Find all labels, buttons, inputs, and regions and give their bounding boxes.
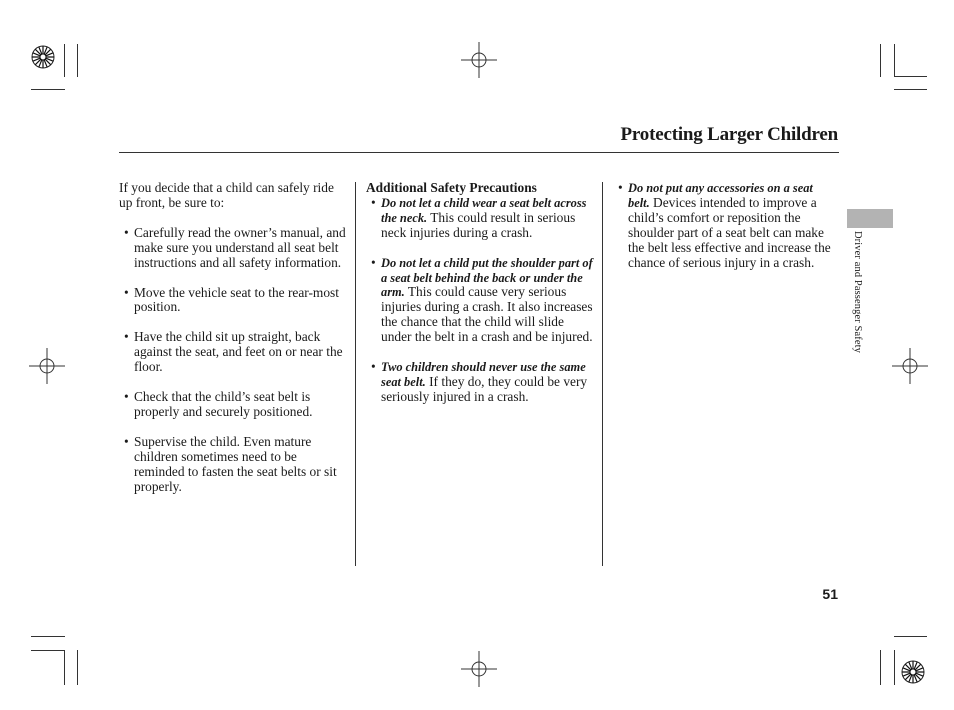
crop-mark [31, 89, 65, 90]
bullet-icon: • [124, 284, 129, 300]
column-divider [355, 182, 356, 566]
list-item-text: Have the child sit up straight, back against the seat, and feet on or near the floor. [134, 329, 343, 375]
column-3 [613, 181, 835, 270]
registration-mark-icon [461, 651, 497, 687]
crop-mark [894, 44, 895, 77]
bullet-icon: • [371, 194, 376, 210]
column-2 [366, 181, 594, 405]
column-1 [119, 181, 349, 495]
bullet-icon: • [124, 224, 129, 240]
list-item [119, 390, 349, 420]
list-item [119, 330, 349, 375]
intro-paragraph: If you decide that a child can safely ride up front, be sure to: [119, 180, 334, 210]
list-item-text: This could result in serious neck injuries during a crash. [381, 209, 576, 240]
column-divider [602, 182, 603, 566]
page-number: 51 [822, 586, 838, 602]
list-item-text: Move the vehicle seat to the rear-most position. [134, 284, 339, 315]
bullet-icon: • [124, 389, 129, 405]
crop-mark [894, 650, 895, 685]
crop-mark [894, 89, 927, 90]
crop-mark [31, 636, 65, 637]
list-item [119, 286, 349, 316]
registration-mark-icon [461, 42, 497, 78]
title-rule [119, 152, 839, 153]
crop-mark [77, 44, 78, 77]
bullet-icon: • [124, 329, 129, 345]
list-item [119, 435, 349, 495]
bullet-icon: • [371, 254, 376, 270]
starburst-mark-icon [901, 660, 925, 684]
starburst-mark-icon [31, 45, 55, 69]
crop-mark [880, 650, 881, 685]
warning-emphasis: Do not let a child wear a seat belt across the neck. [381, 195, 587, 225]
list-item-text: Devices intended to improve a child’s comfort or reposition the shoulder part of a seat belt can make the belt less effective and increase the chance of serious injury in a crash. [628, 194, 831, 270]
crop-mark [77, 650, 78, 685]
crop-mark [880, 44, 881, 77]
registration-mark-icon [892, 348, 928, 384]
crop-mark [894, 636, 927, 637]
bullet-icon: • [124, 433, 129, 449]
crop-mark [894, 76, 927, 77]
warning-emphasis: Do not put any accessories on a seat belt. [628, 181, 813, 210]
crop-mark [64, 44, 65, 77]
list-item-text: This could cause very serious injuries during a crash. It also increases the chance that the child will slide under the belt in a crash and be injured. [381, 284, 593, 345]
warning-emphasis: Two children should never use the same seat belt. [381, 360, 586, 389]
list-item [366, 196, 594, 241]
warning-emphasis: Do not let a child put the shoulder part of a seat belt behind the back or under the arm. [381, 255, 593, 300]
registration-mark-icon [29, 348, 65, 384]
bullet-icon: • [371, 359, 376, 375]
bullet-icon: • [618, 180, 623, 195]
crop-mark [64, 650, 65, 685]
list-item [613, 181, 835, 270]
list-item-text: Supervise the child. Even mature children sometimes need to be reminded to fasten the seat belts or sit properly. [134, 433, 337, 494]
section-tab-label: Driver and Passenger Safety [852, 231, 863, 353]
section-heading: Additional Safety Precautions [366, 180, 537, 195]
list-item [366, 360, 594, 405]
crop-mark [31, 650, 65, 651]
list-item [366, 256, 594, 345]
section-tab [847, 209, 893, 228]
list-item-text: If they do, they could be very seriously injured in a crash. [381, 373, 588, 404]
page-title: Protecting Larger Children [620, 124, 838, 145]
list-item-text: Check that the child’s seat belt is properly and securely positioned. [134, 389, 313, 419]
list-item-text: Carefully read the owner’s manual, and make sure you understand all seat belt instructions and all safety information. [134, 224, 346, 270]
list-item [119, 226, 349, 271]
